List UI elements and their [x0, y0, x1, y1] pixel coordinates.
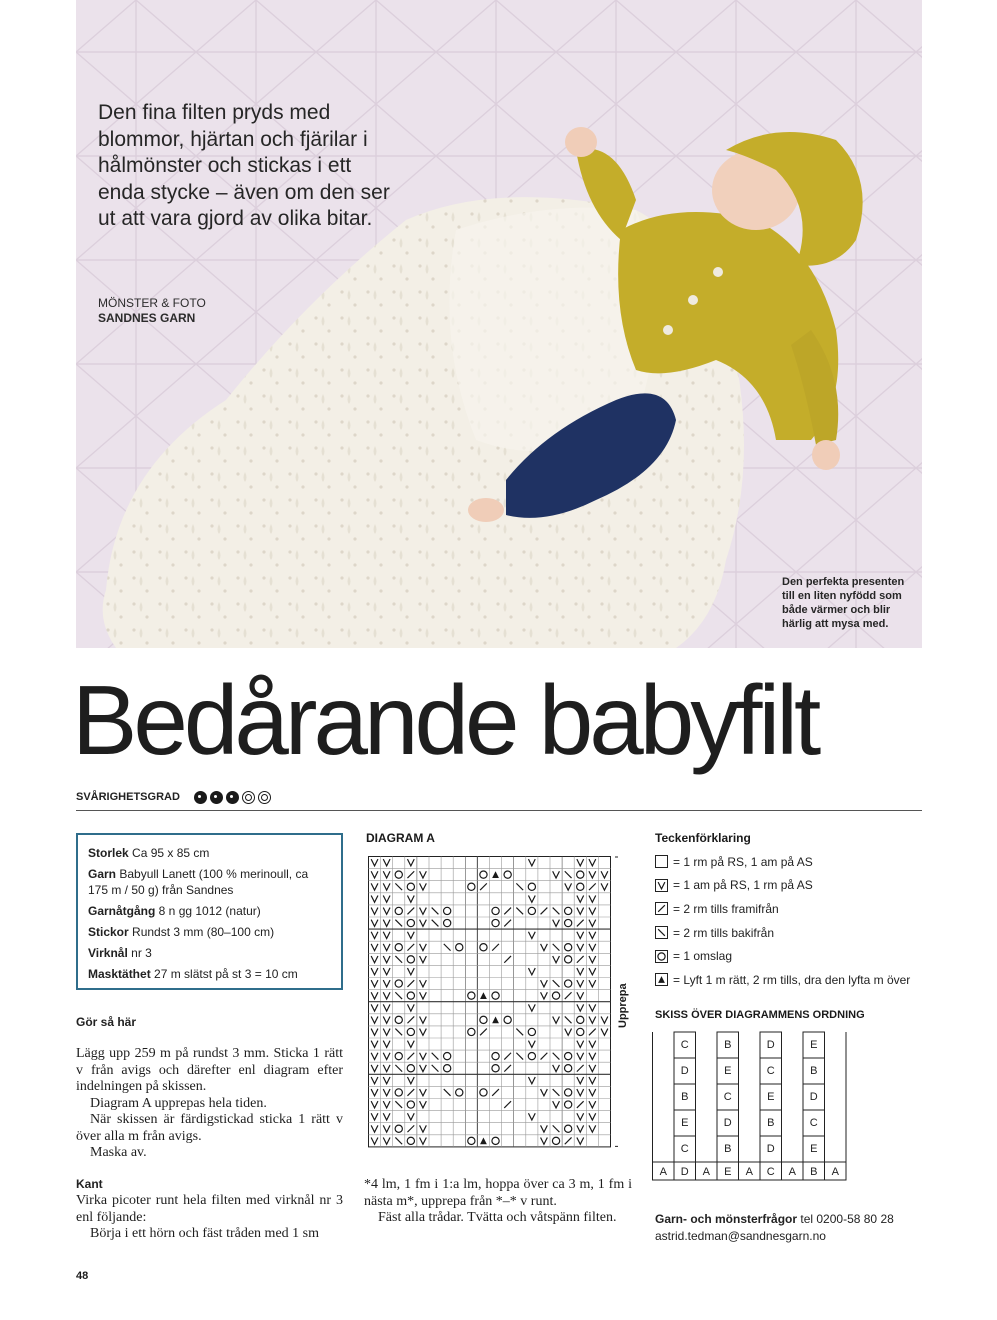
- layout-cell: A: [702, 1166, 710, 1178]
- layout-cell: C: [680, 1143, 689, 1155]
- spec-row: [88, 966, 331, 982]
- spec-label: Storlek: [88, 846, 129, 860]
- layout-cell: B: [810, 1065, 818, 1077]
- spec-row: [88, 945, 331, 961]
- footnote-paragraph: Fäst alla trådar. Tvätta och våtspänn filten.: [378, 1210, 617, 1225]
- layout-cell: C: [766, 1065, 775, 1077]
- spec-value: Ca 95 x 85 cm: [128, 846, 210, 860]
- legend-text: = Lyft 1 m rätt, 2 rm tills, dra den lyfta m över: [673, 972, 911, 987]
- layout-cell: C: [766, 1166, 775, 1178]
- layout-cell: A: [745, 1166, 753, 1178]
- hero-photo: [76, 0, 922, 648]
- backslash-symbol-icon: [655, 926, 668, 939]
- layout-cell: D: [723, 1117, 732, 1129]
- difficulty-dot-empty: [242, 791, 255, 804]
- knitting-chart: [368, 856, 618, 1158]
- legend-item: [655, 850, 935, 874]
- layout-cell: B: [724, 1143, 732, 1155]
- legend-heading: Teckenförklaring: [655, 831, 751, 845]
- instructions-paragraph: När skissen är färdigstickad sticka 1 rätt v över alla m från avigs.: [76, 1112, 343, 1144]
- layout-cell: B: [767, 1117, 775, 1129]
- credit-name: SANDNES GARN: [98, 311, 196, 325]
- layout-cell: A: [659, 1166, 667, 1178]
- layout-cell: D: [680, 1065, 689, 1077]
- instructions-paragraph: Lägg upp 259 m på rundst 3 mm. Sticka 1 rätt v från avigs och därefter enl diagram efter indelningen på skissen.: [76, 1046, 343, 1094]
- spec-label: Masktäthet: [88, 967, 151, 981]
- layout-cell: C: [723, 1091, 732, 1103]
- layout-cell: D: [766, 1039, 775, 1051]
- photo-credit: [98, 296, 206, 326]
- spec-row: [88, 903, 331, 919]
- difficulty-label: SVÅRIGHETSGRAD: [76, 791, 180, 803]
- divider: [76, 810, 922, 811]
- layout-cell: A: [788, 1166, 796, 1178]
- layout-cell: E: [681, 1117, 689, 1129]
- spec-value: 27 m slätst på st 3 = 10 cm: [150, 967, 298, 981]
- instructions-paragraph: Diagram A upprepas hela tiden.: [90, 1095, 267, 1111]
- triangle-symbol-icon: [655, 973, 668, 986]
- legend-item: [655, 921, 935, 945]
- difficulty-dot-empty: [258, 791, 271, 804]
- credit-label: MÖNSTER & FOTO: [98, 296, 206, 310]
- photo-caption: Den perfekta presenten till en liten nyfödd som både värmer och blir härlig att mysa med.: [782, 576, 905, 630]
- spec-label: Virknål: [88, 946, 128, 960]
- kant-text: [76, 1193, 343, 1243]
- legend-text: = 1 am på RS, 1 rm på AS: [673, 878, 813, 893]
- footnote-paragraph: *4 lm, 1 fm i 1:a lm, hoppa över ca 3 m, 1 fm i nästa m*, upprepa från *–* v runt.: [364, 1177, 632, 1209]
- layout-cell: C: [809, 1117, 818, 1129]
- layout-cell: E: [724, 1166, 732, 1178]
- legend-text: = 2 rm tills framifrån: [673, 901, 779, 916]
- layout-cell: B: [681, 1091, 689, 1103]
- layout-cell: D: [809, 1091, 818, 1103]
- repeat-label: Upprepa: [617, 983, 629, 1028]
- diagram-footnote: [364, 1177, 632, 1227]
- kant-paragraph: Börja i ett hörn och fäst tråden med 1 sm: [90, 1226, 319, 1241]
- legend-item: [655, 874, 935, 898]
- specs-box: [76, 833, 343, 990]
- layout-cell: B: [810, 1166, 818, 1178]
- v-symbol-icon: [655, 879, 668, 892]
- kant-heading: Kant: [76, 1177, 103, 1191]
- legend-text: = 1 rm på RS, 1 am på AS: [673, 854, 813, 869]
- spec-value: 8 n gg 1012 (natur): [155, 904, 261, 918]
- contact-email[interactable]: astrid.tedman@sandnesgarn.no: [655, 1229, 826, 1243]
- legend-item: [655, 944, 935, 968]
- layout-sketch: [652, 1030, 852, 1190]
- diagram-heading: DIAGRAM A: [366, 831, 435, 845]
- instructions-paragraph: Maska av.: [90, 1145, 147, 1160]
- legend-item: [655, 897, 935, 921]
- spec-label: Stickor: [88, 925, 129, 939]
- kant-paragraph: Virka picoter runt hela filten med virknål nr 3 enl följande:: [76, 1193, 343, 1225]
- legend-text: = 1 omslag: [673, 949, 733, 964]
- contact-label: Garn- och mönsterfrågor: [655, 1212, 798, 1226]
- spec-label: Garn: [88, 867, 117, 881]
- circle-symbol-icon: [655, 950, 668, 963]
- spec-row: [88, 924, 331, 940]
- layout-cell: C: [680, 1039, 689, 1051]
- difficulty-dot-filled: [226, 791, 239, 804]
- page-number: 48: [76, 1270, 89, 1282]
- spec-value: Rundst 3 mm (80–100 cm): [128, 925, 275, 939]
- spec-label: Garnåtgång: [88, 904, 156, 918]
- difficulty-rating: [76, 790, 274, 804]
- empty-symbol-icon: [655, 855, 668, 868]
- spec-value: nr 3: [127, 946, 152, 960]
- spec-value: Babyull Lanett (100 % merinoull, ca 175 m / 50 g) från Sandnes: [88, 867, 309, 897]
- layout-cell: B: [724, 1039, 732, 1051]
- layout-cell: D: [680, 1166, 689, 1178]
- layout-cell: D: [766, 1143, 775, 1155]
- layout-heading: SKISS ÖVER DIAGRAMMENS ORDNING: [655, 1009, 865, 1021]
- layout-cell: E: [810, 1143, 818, 1155]
- instructions-text: [76, 1046, 343, 1162]
- page-title: Bedårande babyfilt: [72, 665, 818, 775]
- difficulty-dot-filled: [194, 791, 207, 804]
- instructions-heading: Gör så här: [76, 1015, 137, 1029]
- difficulty-dot-filled: [210, 791, 223, 804]
- intro-text: Den fina filten pryds med blommor, hjärtan och fjärilar i hålmönster och stickas i ett enda stycke – även om den ser ut att vara gjord av olika bitar.: [98, 101, 390, 230]
- difficulty-dots: [194, 791, 274, 804]
- slash-symbol-icon: [655, 902, 668, 915]
- legend-item: [655, 968, 935, 992]
- spec-row: [88, 866, 331, 898]
- layout-cell: E: [810, 1039, 818, 1051]
- layout-cell: E: [724, 1065, 732, 1077]
- contact-info: [655, 1211, 894, 1245]
- spec-row: [88, 845, 331, 861]
- layout-cell: E: [767, 1091, 775, 1103]
- contact-phone: tel 0200-58 80 28: [800, 1212, 894, 1226]
- symbol-legend: [655, 850, 935, 992]
- layout-cell: A: [831, 1166, 839, 1178]
- legend-text: = 2 rm tills bakifrån: [673, 925, 775, 940]
